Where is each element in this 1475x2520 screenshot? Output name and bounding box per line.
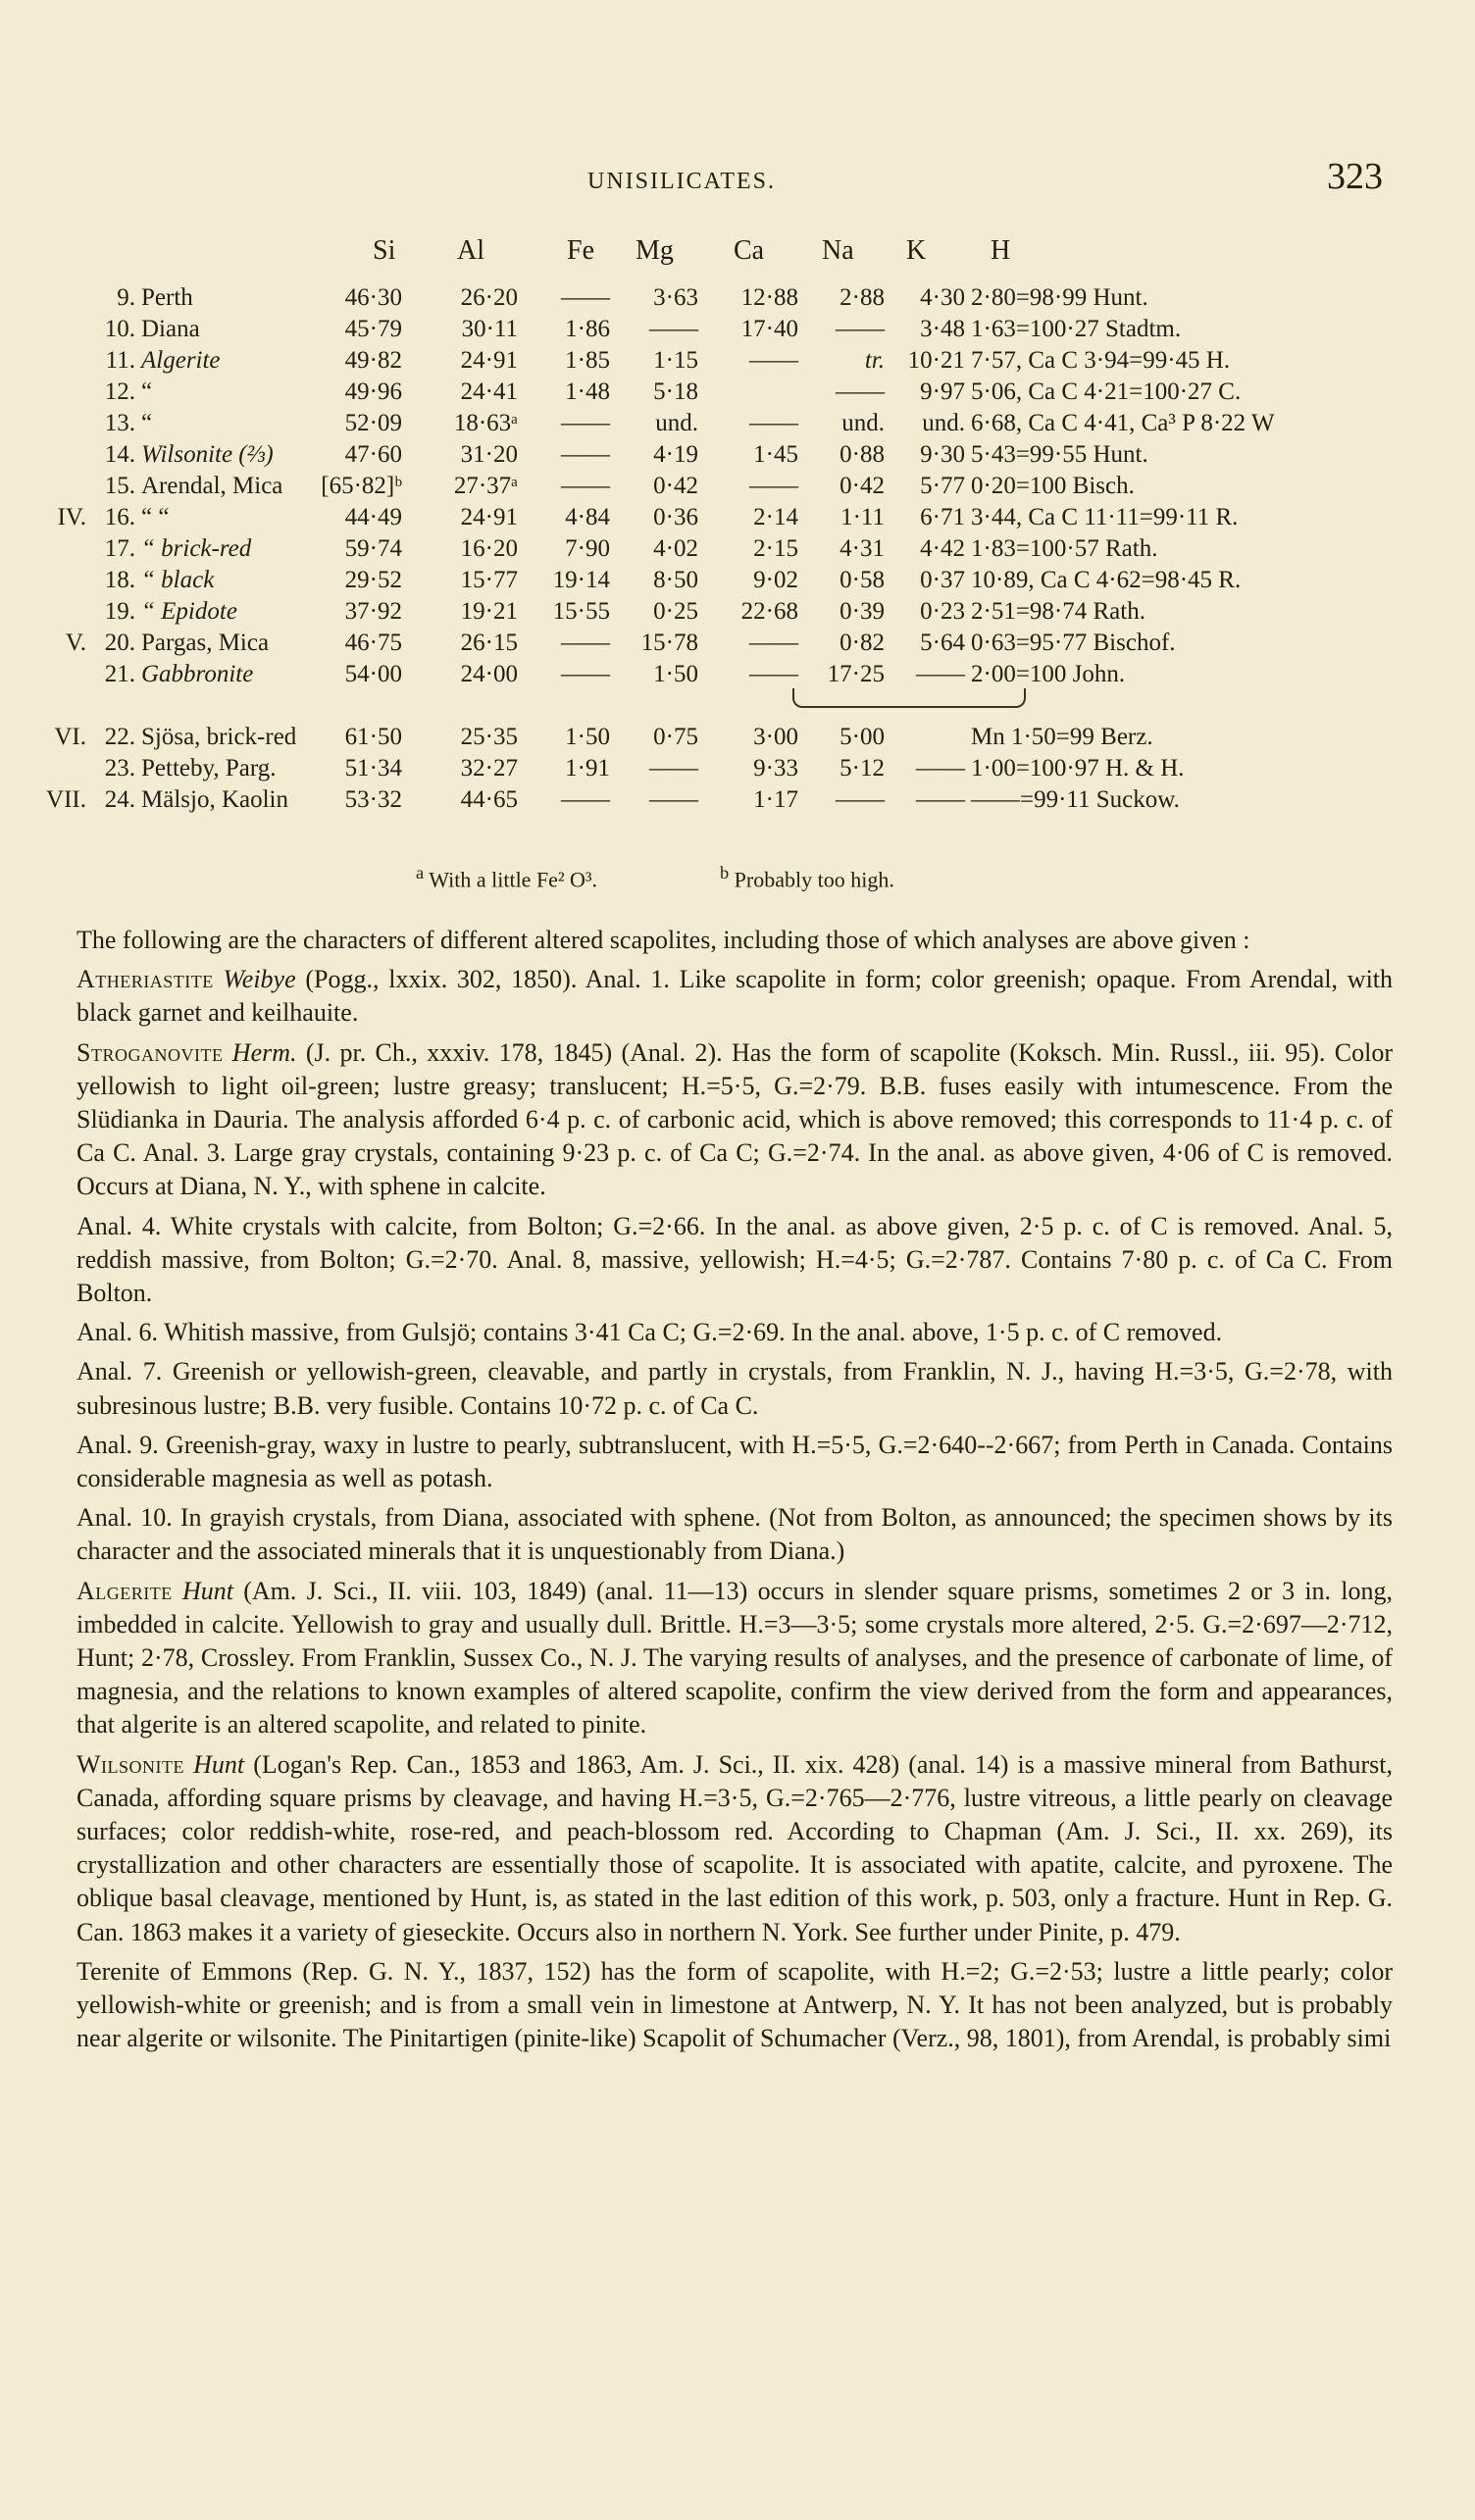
footnote-b: $^b$ Probably too high. [720, 863, 894, 892]
cell-rest: 0·63=95·77 Bischof. [971, 630, 1176, 656]
paragraph-text: (Logan's Rep. Can., 1853 and 1863, Am. J. Sci., II. xix. 428) (anal. 14) is a massive mineral from Bathurst, Canada, affording square prisms by cleavage, and having H.=3·5, G.=2·765—2·776, lustre vitreous, a little pearly on cleavage surfaces; color reddish-white, rose-red, and peach-blossom red. According to Chapman (Am. J. Sci., II. xx. 269), its crystallization and other characters are essentially those of scapolite. It is associated with apatite, calcite, and pyroxene. The oblique basal cleavage, mentioned by Hunt, is, as stated in the last edition of this work, p. 503, only a fracture. Hunt in Rep. G. Can. 1863 makes it a variety of gieseckite. Occurs also in northern N. York. See further under Pinite, p. 479. [76, 1749, 1394, 1946]
table-row [0, 786, 1475, 820]
cell-al: 19·21 [460, 598, 518, 625]
cell-rest: 2·00=100 John. [971, 661, 1126, 687]
cell-si: 29·52 [344, 567, 402, 593]
cell-group: VII. [46, 786, 86, 813]
cell-si: 54·00 [344, 661, 402, 687]
cell-na: 17·25 [827, 661, 885, 687]
paragraph [76, 1355, 1393, 1422]
cell-fe: —— [561, 284, 610, 311]
cell-ca: 17·40 [740, 316, 798, 342]
cell-al: 25·35 [460, 724, 518, 750]
cell-num: 22. [104, 724, 135, 750]
cell-si: 61·50 [344, 724, 402, 750]
table-row [0, 598, 1475, 631]
cell-fe: 1·85 [565, 347, 610, 374]
cell-si: 46·30 [344, 284, 402, 311]
col-na: Na [822, 235, 854, 266]
cell-name: “ brick-red [141, 535, 252, 562]
paragraph [76, 1036, 1393, 1204]
cell-na: 1·11 [840, 504, 885, 530]
cell-mg: —— [649, 786, 698, 813]
cell-mg: 4·02 [653, 535, 698, 562]
cell-si: 45·79 [344, 316, 402, 342]
paragraph [76, 1429, 1393, 1495]
cell-si: 47·60 [344, 441, 402, 468]
cell-fe: 7·90 [565, 535, 610, 562]
cell-na: —— [836, 378, 885, 405]
cell-num: 17. [104, 535, 135, 562]
paragraph [76, 924, 1393, 957]
cell-num: 16. [104, 504, 135, 530]
cell-group: IV. [57, 504, 86, 530]
cell-k: 6·71 [920, 504, 965, 530]
table-row [0, 316, 1475, 349]
cell-name: “ [141, 378, 153, 405]
cell-mg: 0·42 [653, 473, 698, 499]
author-name: Hunt [193, 1749, 245, 1779]
running-head: UNISILICATES. [587, 169, 776, 194]
paragraph-text: (Pogg., lxxix. 302, 1850). Anal. 1. Like scapolite in form; color greenish; opaque. From Arendal, with black garnet and keilhauite. [76, 965, 1394, 1028]
cell-na: 5·12 [839, 755, 885, 781]
cell-fe: 19·14 [552, 567, 610, 593]
table-row [0, 504, 1475, 537]
col-si: Si [373, 235, 396, 266]
cell-name: Arendal, Mica [141, 473, 283, 499]
cell-na: und. [841, 410, 885, 436]
cell-k: 9·97 [920, 378, 965, 405]
analysis-table [0, 284, 1475, 833]
cell-rest: 2·51=98·74 Rath. [971, 598, 1145, 625]
cell-na: 0·58 [839, 567, 885, 593]
cell-ca: 2·14 [753, 504, 798, 530]
paragraph-text: Anal. 9. Greenish-gray, waxy in lustre to pearly, subtranslucent, with H.=5·5, G.=2·640--2·667; from Perth in Canada. Contains considerable magnesia as well as potash. [76, 1430, 1393, 1493]
cell-na: —— [836, 786, 885, 813]
col-h: H [991, 235, 1011, 266]
cell-na: 5·00 [839, 724, 885, 750]
cell-ca: —— [749, 347, 798, 374]
cell-si: [65·82]ᵇ [321, 473, 402, 499]
mineral-name: Stroganovite [76, 1037, 224, 1067]
cell-mg: und. [655, 410, 698, 436]
cell-fe: —— [561, 410, 610, 436]
cell-si: 44·49 [344, 504, 402, 530]
author-name: Hunt [182, 1576, 233, 1605]
cell-num: 18. [104, 567, 135, 593]
table-row [0, 755, 1475, 788]
cell-na: —— [836, 316, 885, 342]
cell-fe: 15·55 [552, 598, 610, 625]
cell-name: “ Epidote [141, 598, 237, 625]
cell-fe: —— [561, 473, 610, 499]
cell-ca: 1·45 [753, 441, 798, 468]
paragraph-text: Anal. 7. Greenish or yellowish-green, cleavable, and partly in crystals, from Franklin, N. J., having H.=3·5, G.=2·78, with subresinous lustre; B.B. very fusible. Contains 10·72 p. c. of Ca C. [76, 1357, 1393, 1420]
footnote-a: $^a$ With a little Fe² O³. [416, 863, 598, 892]
cell-mg: 8·50 [653, 567, 698, 593]
cell-k: —— [916, 661, 965, 687]
cell-ca: 12·88 [740, 284, 798, 311]
table-row [0, 441, 1475, 475]
cell-ca: —— [749, 473, 798, 499]
cell-fe: 1·91 [565, 755, 610, 781]
cell-ca: —— [749, 661, 798, 687]
col-k: K [906, 235, 927, 266]
cell-si: 52·09 [344, 410, 402, 436]
paragraph-text: Anal. 4. White crystals with calcite, from Bolton; G.=2·66. In the anal. as above given, 2·5 p. c. of C is removed. Anal. 5, reddish massive, from Bolton; G.=2·70. Anal. 8, massive, yellowish; H.=4·5; G.=2·787. Contains 7·80 p. c. of Ca C. From Bolton. [76, 1211, 1393, 1308]
cell-ca: —— [749, 410, 798, 436]
cell-mg: 1·50 [653, 661, 698, 687]
cell-mg: 5·18 [653, 378, 698, 405]
table-row [0, 630, 1475, 663]
paragraph [76, 1210, 1393, 1311]
author-name: Weibye [223, 965, 296, 994]
table-row [0, 410, 1475, 443]
cell-name: Perth [141, 284, 193, 311]
cell-rest: 7·57, Ca C 3·94=99·45 H. [971, 347, 1231, 374]
cell-fe: —— [561, 630, 610, 656]
cell-rest: 0·20=100 Bisch. [971, 473, 1135, 499]
cell-group: VI. [54, 724, 86, 750]
cell-al: 15·77 [460, 567, 518, 593]
cell-ca: 9·33 [753, 755, 798, 781]
author-name: Herm. [231, 1037, 297, 1067]
cell-si: 59·74 [344, 535, 402, 562]
cell-name: Wilsonite (⅔) [141, 441, 274, 468]
cell-si: 51·34 [344, 755, 402, 781]
cell-al: 31·20 [460, 441, 518, 468]
paragraph [76, 1501, 1393, 1568]
cell-num: 21. [104, 661, 135, 687]
cell-ca: 2·15 [753, 535, 798, 562]
paragraph-text: (J. pr. Ch., xxxiv. 178, 1845) (Anal. 2). Has the form of scapolite (Koksch. Min. Russl., iii. 95). Color yellowish to light oil-green; lustre greasy; translucent; H.=5·5, G.=2·79. B.B. fuses easily with intumescence. From the Slüdianka in Dauria. The analysis afforded 6·4 p. c. of carbonic acid, which is above removed; this corresponds to 11·4 p. c. of Ca C. Anal. 3. Large gray crystals, containing 9·23 p. c. of Ca C; G.=2·74. In the anal. as above given, 4·06 of C is removed. Occurs at Diana, N. Y., with sphene in calcite. [76, 1037, 1393, 1201]
cell-na: 0·88 [839, 441, 885, 468]
cell-fe: 1·86 [565, 316, 610, 342]
table-row [0, 347, 1475, 380]
table-row [0, 378, 1475, 412]
cell-rest: 5·06, Ca C 4·21=100·27 C. [971, 378, 1242, 405]
cell-k: und. [922, 410, 965, 436]
cell-mg: 0·25 [653, 598, 698, 625]
cell-k: 5·77 [920, 473, 965, 499]
cell-num: 19. [104, 598, 135, 625]
cell-mg: 0·75 [653, 724, 698, 750]
table-row [0, 535, 1475, 569]
cell-name: Pargas, Mica [141, 630, 270, 656]
cell-rest: 1·63=100·27 Stadtm. [971, 316, 1182, 342]
cell-rest: 10·89, Ca C 4·62=98·45 R. [971, 567, 1242, 593]
cell-rest: 6·68, Ca C 4·41, Ca³ P 8·22 W [971, 410, 1275, 436]
cell-k: 5·64 [920, 630, 965, 656]
cell-fe: —— [561, 441, 610, 468]
cell-num: 15. [104, 473, 135, 499]
cell-rest: 1·83=100·57 Rath. [971, 535, 1158, 562]
paragraph [76, 963, 1393, 1030]
cell-num: 24. [104, 786, 135, 813]
cell-k: 10·21 [907, 347, 965, 374]
cell-mg: —— [649, 316, 698, 342]
cell-al: 24·91 [460, 347, 518, 374]
cell-num: 9. [117, 284, 135, 311]
cell-al: 30·11 [461, 316, 518, 342]
cell-fe: 1·48 [565, 378, 610, 405]
table-row [0, 473, 1475, 506]
col-fe: Fe [567, 235, 594, 266]
paragraph [76, 1955, 1393, 2056]
table-row [0, 724, 1475, 757]
cell-ca: 3·00 [753, 724, 798, 750]
paragraph [76, 1316, 1393, 1349]
cell-num: 12. [104, 378, 135, 405]
cell-mg: 0·36 [653, 504, 698, 530]
cell-na: 0·42 [839, 473, 885, 499]
cell-k: 9·30 [920, 441, 965, 468]
cell-rest: ——=99·11 Suckow. [971, 786, 1180, 813]
cell-ca: 9·02 [753, 567, 798, 593]
cell-num: 14. [104, 441, 135, 468]
cell-si: 53·32 [344, 786, 402, 813]
cell-mg: 3·63 [653, 284, 698, 311]
cell-fe: —— [561, 661, 610, 687]
cell-na: 2·88 [839, 284, 885, 311]
cell-num: 11. [105, 347, 135, 374]
mineral-name: Atheriastite [76, 965, 214, 994]
cell-na: 0·82 [839, 630, 885, 656]
cell-name: Algerite [141, 347, 221, 374]
cell-rest: 1·00=100·97 H. & H. [971, 755, 1185, 781]
cell-al: 44·65 [460, 786, 518, 813]
paragraph [76, 1575, 1393, 1742]
col-ca: Ca [734, 235, 765, 266]
table-footnotes [0, 863, 1475, 894]
column-headers [0, 235, 1475, 278]
mineral-name: Wilsonite [76, 1749, 185, 1779]
cell-num: 13. [104, 410, 135, 436]
table-row [0, 661, 1475, 694]
cell-na: 0·39 [839, 598, 885, 625]
col-mg: Mg [636, 235, 674, 266]
cell-name: Mälsjo, Kaolin [141, 786, 288, 813]
cell-rest: 3·44, Ca C 11·11=99·11 R. [971, 504, 1239, 530]
col-al: Al [457, 235, 484, 266]
cell-k: 4·42 [920, 535, 965, 562]
cell-al: 27·37ᵃ [453, 473, 518, 499]
cell-fe: —— [561, 786, 610, 813]
cell-name: “ “ [141, 504, 170, 530]
cell-al: 26·15 [460, 630, 518, 656]
cell-num: 10. [104, 316, 135, 342]
cell-na: tr. [864, 347, 885, 374]
cell-k: 3·48 [920, 316, 965, 342]
table-row [0, 284, 1475, 318]
body-text [76, 924, 1393, 2056]
cell-name: Diana [141, 316, 200, 342]
cell-num: 20. [104, 630, 135, 656]
cell-ca: —— [749, 630, 798, 656]
cell-name: Petteby, Parg. [141, 755, 277, 781]
cell-name: Gabbronite [141, 661, 254, 687]
cell-al: 26·20 [460, 284, 518, 311]
cell-rest: 5·43=99·55 Hunt. [971, 441, 1148, 468]
cell-al: 24·41 [460, 378, 518, 405]
cell-rest: 2·80=98·99 Hunt. [971, 284, 1148, 311]
cell-al: 24·91 [460, 504, 518, 530]
cell-si: 37·92 [344, 598, 402, 625]
na-k-brace [792, 688, 1026, 708]
cell-mg: 1·15 [653, 347, 698, 374]
paragraph-text: The following are the characters of different altered scapolites, including those of which analyses are above given : [76, 926, 1250, 954]
cell-name: “ black [141, 567, 215, 593]
paragraph-text: Anal. 6. Whitish massive, from Gulsjö; contains 3·41 Ca C; G.=2·69. In the anal. above, 1·5 p. c. of C removed. [76, 1318, 1223, 1347]
cell-na: 4·31 [839, 535, 885, 562]
mineral-name: Algerite [76, 1576, 173, 1605]
cell-al: 24·00 [460, 661, 518, 687]
cell-mg: 4·19 [653, 441, 698, 468]
paragraph-text: (Am. J. Sci., II. viii. 103, 1849) (anal. 11—13) occurs in slender square prisms, sometimes 2 or 3 in. long, imbedded in calcite. Yellowish to gray and usually dull. Brittle. H.=3—3·5; some crystals more altered, 2·5. G.=2·697—2·712, Hunt; 2·78, Crossley. From Franklin, Sussex Co., N. J. The varying results of analyses, and the presence of carbonate of lime, of magnesia, and the relations to known examples of altered scapolite, confirm the view derived from the form and appearances, that algerite is an altered scapolite, and related to pinite. [76, 1576, 1394, 1739]
paragraph-text: Anal. 10. In grayish crystals, from Diana, associated with sphene. (Not from Bolton, as announced; the specimen shows by its character and the associated minerals that it is unquestionably from Diana.) [76, 1503, 1393, 1566]
cell-mg: —— [649, 755, 698, 781]
cell-k: 0·23 [920, 598, 965, 625]
cell-fe: 4·84 [565, 504, 610, 530]
cell-al: 18·63ᵃ [453, 410, 518, 436]
cell-k: —— [916, 786, 965, 813]
cell-ca: 1·17 [753, 786, 798, 813]
cell-name: Sjösa, brick-red [141, 724, 297, 750]
cell-si: 49·96 [344, 378, 402, 405]
cell-fe: 1·50 [565, 724, 610, 750]
cell-num: 23. [104, 755, 135, 781]
paragraph-text: Terenite of Emmons (Rep. G. N. Y., 1837, 152) has the form of scapolite, with H.=2; G.=2·53; lustre a little pearly; color yellowish-white or greenish; and is from a small vein in limestone at Antwerp, N. Y. It has not been analyzed, but is probably near algerite or wilsonite. The Pinitartigen (pinite-like) Scapolit of Schumacher (Verz., 98, 1801), from Arendal, is probably simi [76, 1956, 1393, 2053]
cell-k: —— [916, 755, 965, 781]
cell-group: V. [65, 630, 86, 656]
cell-ca: 22·68 [740, 598, 798, 625]
cell-si: 46·75 [344, 630, 402, 656]
cell-k: 0·37 [920, 567, 965, 593]
paragraph [76, 1748, 1393, 1949]
cell-si: 49·82 [344, 347, 402, 374]
table-row [0, 567, 1475, 600]
cell-name: “ [141, 410, 153, 436]
cell-mg: 15·78 [640, 630, 698, 656]
cell-al: 32·27 [460, 755, 518, 781]
cell-rest: Mn 1·50=99 Berz. [971, 724, 1153, 750]
page-number: 323 [1327, 156, 1383, 197]
cell-al: 16·20 [460, 535, 518, 562]
cell-k: 4·30 [920, 284, 965, 311]
